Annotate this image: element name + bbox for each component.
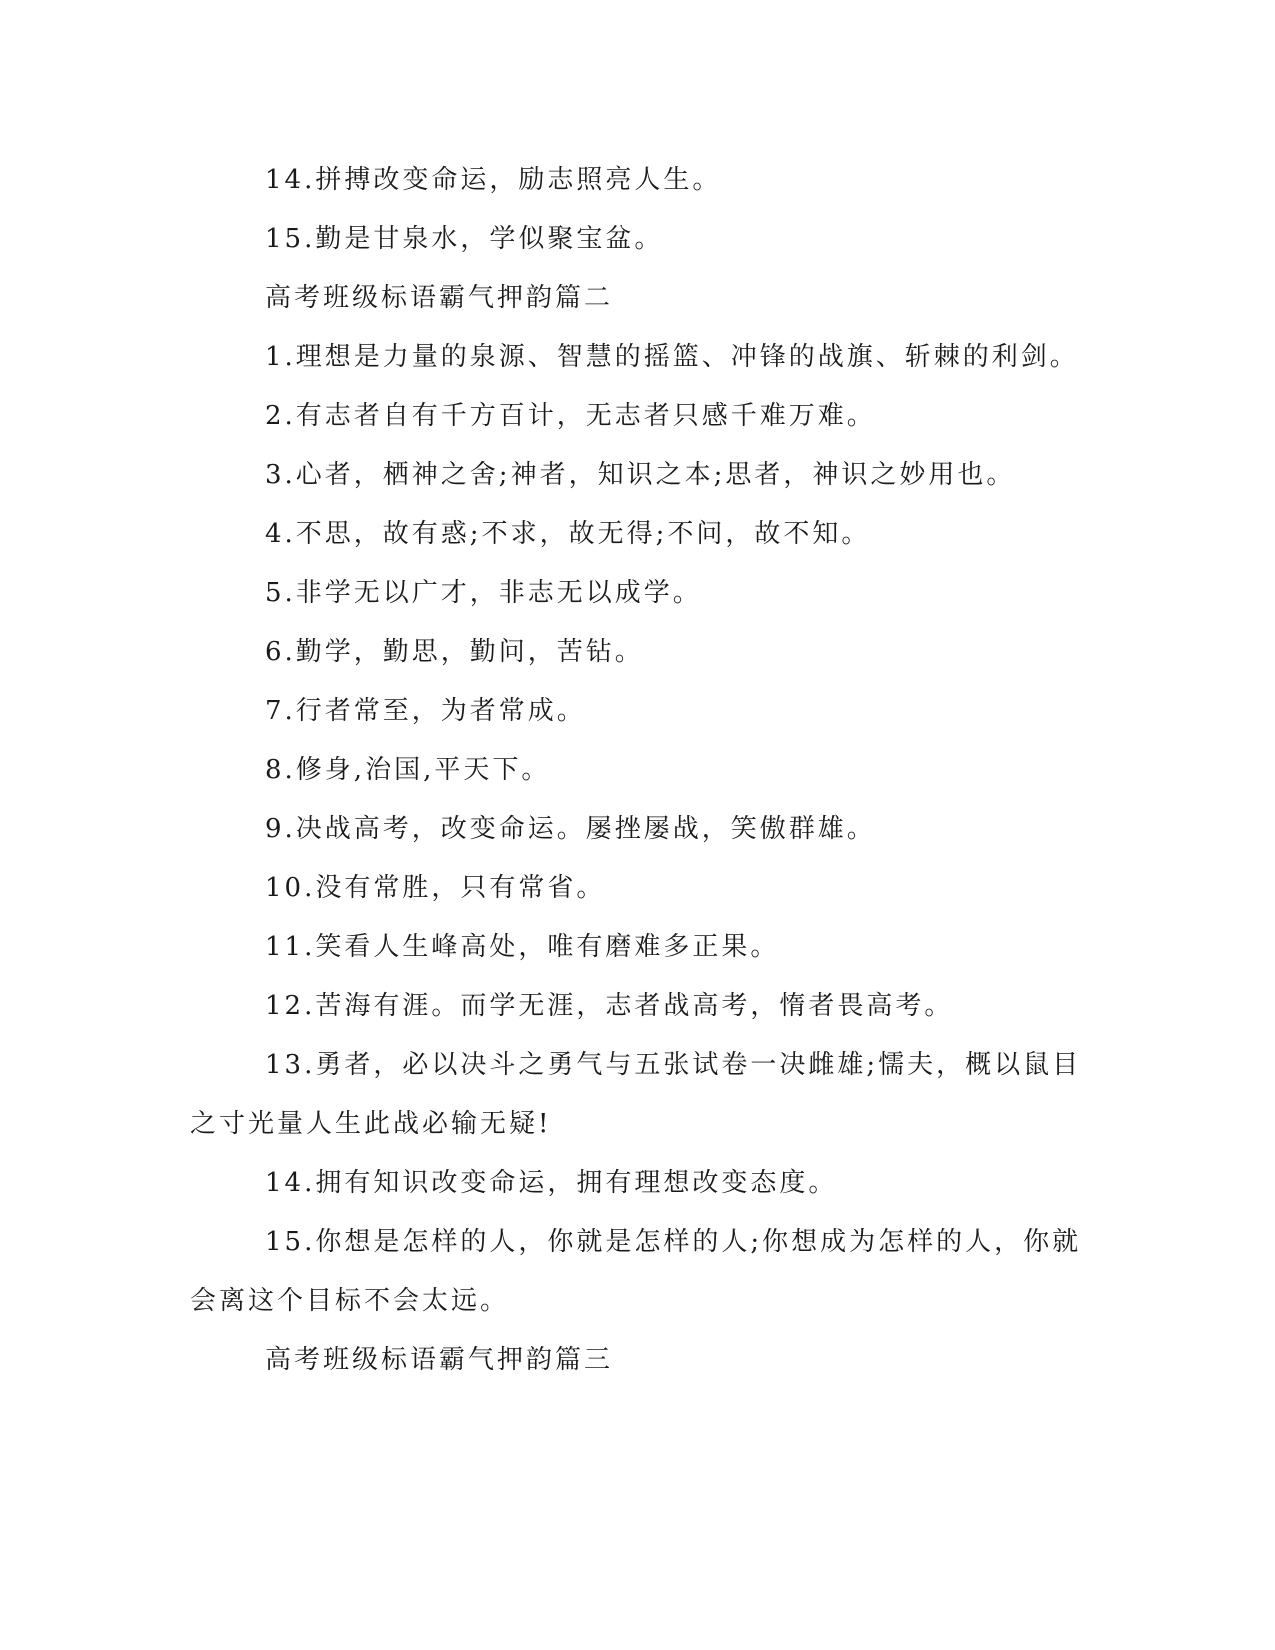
text-line: 12.苦海有涯。而学无涯，志者战高考，惰者畏高考。: [265, 991, 954, 1021]
text-line: 13.勇者，必以决斗之勇气与五张试卷一决雌雄;懦夫，概以鼠目: [265, 1050, 1082, 1080]
text-line: 15.你想是怎样的人，你就是怎样的人;你想成为怎样的人，你就: [265, 1227, 1082, 1257]
text-line: 6.勤学，勤思，勤问，苦钻。: [265, 637, 644, 667]
text-line: 1.理想是力量的泉源、智慧的摇篮、冲锋的战旗、斩棘的利剑。: [265, 342, 1079, 372]
text-line: 15.勤是甘泉水，学似聚宝盆。: [265, 224, 664, 254]
text-line: 9.决战高考，改变命运。屡挫屡战，笑傲群雄。: [265, 814, 876, 844]
text-line: 8.修身,治国,平天下。: [265, 755, 551, 785]
text-line: 3.心者，栖神之舍;神者，知识之本;思者，神识之妙用也。: [265, 460, 1016, 490]
text-line: 14.拥有知识改变命运，拥有理想改变态度。: [265, 1168, 838, 1198]
text-line: 11.笑看人生峰高处，唯有磨难多正果。: [265, 932, 780, 962]
text-line-continuation: 会离这个目标不会太远。: [190, 1286, 510, 1316]
text-line: 14.拼搏改变命运，励志照亮人生。: [265, 165, 722, 195]
text-line: 2.有志者自有千方百计，无志者只感千难万难。: [265, 401, 876, 431]
text-line-continuation: 之寸光量人生此战必输无疑!: [190, 1109, 552, 1139]
section-heading: 高考班级标语霸气押韵篇三: [265, 1345, 614, 1375]
text-line: 5.非学无以广才，非志无以成学。: [265, 578, 702, 608]
text-line: 7.行者常至，为者常成。: [265, 696, 586, 726]
text-line: 4.不思，故有惑;不求，故无得;不问，故不知。: [265, 519, 871, 549]
section-heading: 高考班级标语霸气押韵篇二: [265, 283, 614, 313]
text-line: 10.没有常胜，只有常省。: [265, 873, 606, 903]
